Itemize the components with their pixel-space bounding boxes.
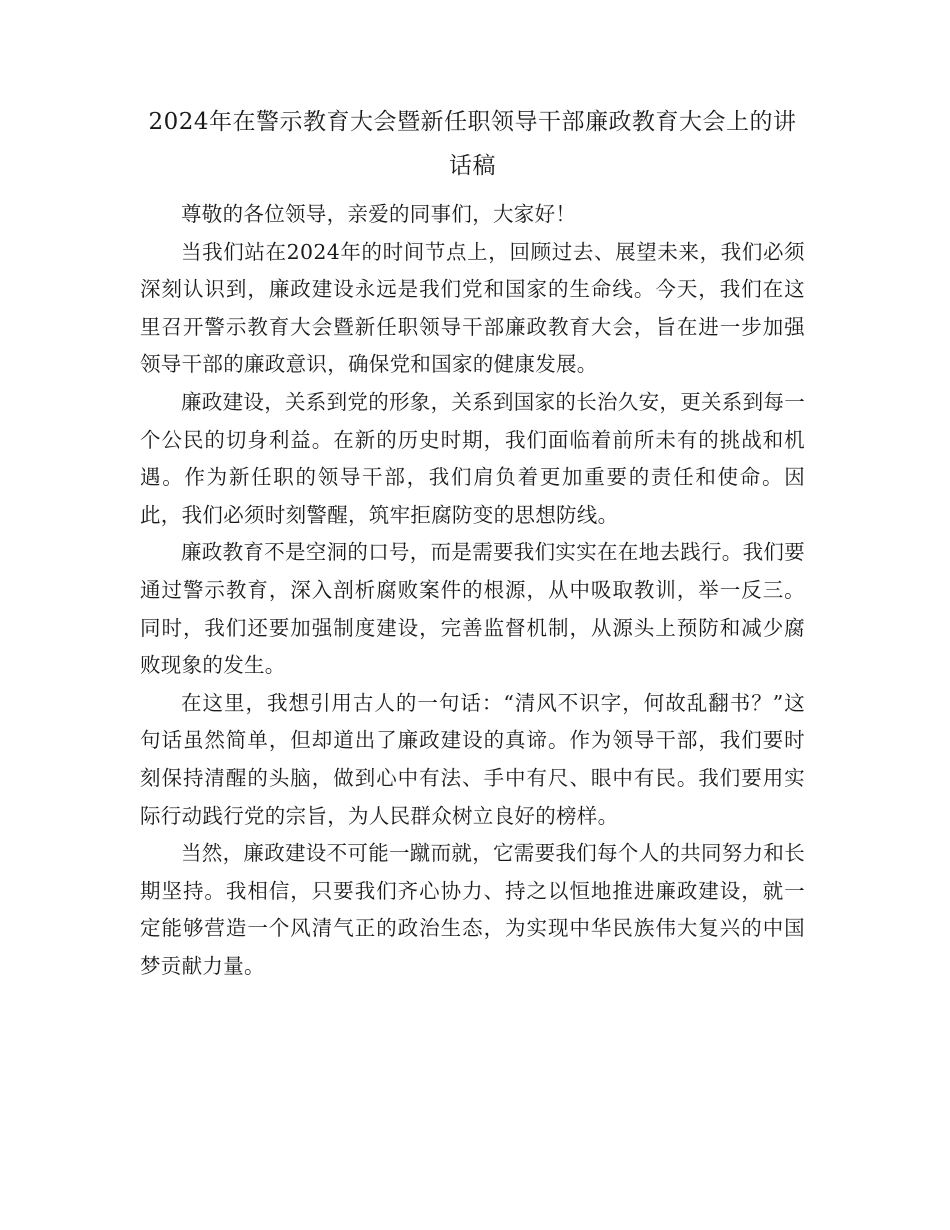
document-title: 2024年在警示教育大会暨新任职领导干部廉政教育大会上的讲话稿 (148, 109, 797, 179)
paragraph-quote: 在这里，我想引用古人的一句话：“清风不识字，何故乱翻书？”这句话虽然简单，但却道出了廉政建设的真谛。作为领导干部，我们要时刻保持清醒的头脑，做到心中有法、手中有尺、眼中有民。我们要用实际行动践行党的宗旨，为人民群众树立良好的榜样。 (140, 690, 805, 828)
paragraph-practice: 廉政教育不是空洞的口号，而是需要我们实实在在地去践行。我们要通过警示教育，深入剖析腐败案件的根源，从中吸取教训，举一反三。同时，我们还要加强制度建设，完善监督机制，从源头上预防和减少腐败现象的发生。 (140, 540, 805, 678)
paragraph-opening: 当我们站在2024年的时间节点上，回顾过去、展望未来，我们必须深刻认识到，廉政建设永远是我们党和国家的生命线。今天，我们在这里召开警示教育大会暨新任职领导干部廉政教育大会，旨在进一步加强领导干部的廉政意识，确保党和国家的健康发展。 (140, 239, 805, 377)
paragraph-greeting: 尊敬的各位领导，亲爱的同事们，大家好！ (181, 202, 577, 226)
paragraph-significance: 廉政建设，关系到党的形象，关系到国家的长治久安，更关系到每一个公民的切身利益。在新的历史时期，我们面临着前所未有的挑战和机遇。作为新任职的领导干部，我们肩负着更加重要的责任和使命。因此，我们必须时刻警醒，筑牢拒腐防变的思想防线。 (140, 389, 805, 527)
paragraph-closing: 当然，廉政建设不可能一蹴而就，它需要我们每个人的共同努力和长期坚持。我相信，只要我们齐心协力、持之以恒地推进廉政建设，就一定能够营造一个风清气正的政治生态，为实现中华民族伟大复兴的中国梦贡献力量。 (140, 841, 805, 978)
document-page (140, 100, 805, 985)
